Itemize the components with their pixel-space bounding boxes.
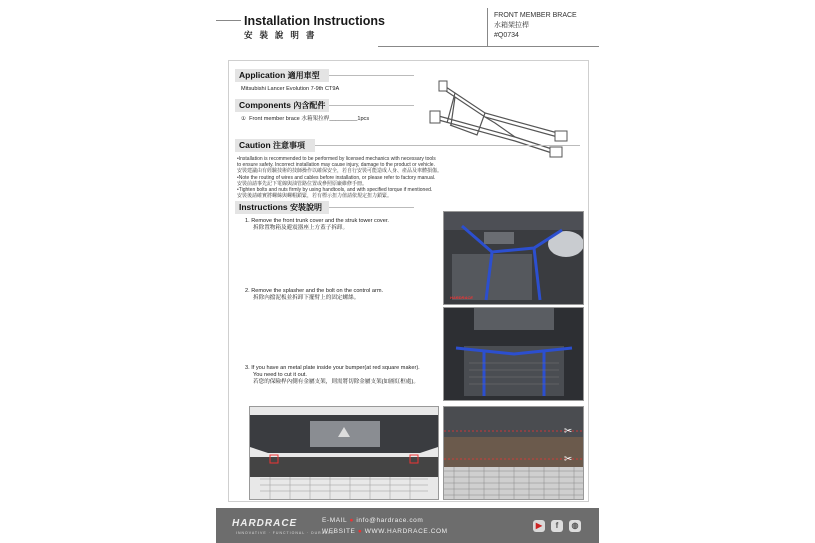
facebook-icon[interactable]: f bbox=[551, 520, 563, 532]
youtube-icon[interactable]: ▶ bbox=[533, 520, 545, 532]
svg-text:✂: ✂ bbox=[564, 454, 573, 465]
step-2-text-zh: 拆除內擋泥板並拆卸下擺臂上的固定螺絲。 bbox=[253, 295, 360, 301]
page-title: Installation Instructions bbox=[244, 14, 385, 28]
component-item: ① Front member brace 水箱架拉桿_________1pcs bbox=[241, 116, 370, 122]
caution-heading: Caution 注意事項 bbox=[235, 139, 315, 152]
product-info bbox=[494, 11, 577, 41]
step-1-text: 1. Remove the front trunk cover and the struk tower cover. bbox=[245, 218, 389, 224]
section-rule bbox=[329, 105, 414, 106]
header-divider bbox=[487, 8, 488, 46]
components-heading: Components 內含配件 bbox=[235, 99, 329, 112]
wechat-icon[interactable]: ◍ bbox=[569, 520, 581, 532]
brace-diagram bbox=[425, 75, 575, 160]
content-frame bbox=[228, 60, 589, 502]
step-1-text-zh: 拆除置物箱及避震器座上方蓋子拆卸。 bbox=[253, 225, 349, 231]
step-3-text: 3. If you have an metal plate inside your bumper(at red square maker). bbox=[245, 365, 420, 371]
caution-line: to ensure safety. Incorrect installation may cause injury, damage to the product or vehicle. bbox=[237, 162, 435, 169]
vehicle-text: Mitsubishi Lancer Evolution 7-9th CT9A bbox=[241, 86, 340, 92]
caution-line: •Tighten bolts and nuts firmly by using handtools, and with specified torque if mentioned. bbox=[237, 187, 433, 194]
application-heading: Application 適用車型 bbox=[235, 69, 329, 82]
footer bbox=[216, 508, 599, 543]
photo-step-2 bbox=[443, 307, 584, 401]
caution-line: 安裝後請確實將螺絲與螺帽鎖緊，若有標示扭力值請依規定扭力鎖緊。 bbox=[237, 193, 393, 200]
website-line: WEBSITE ● WWW.HARDRACE.COM bbox=[322, 528, 448, 535]
brand-tagline: INNOVATIVE · FUNCTIONAL · DURABLE bbox=[236, 531, 335, 535]
step-3 bbox=[245, 365, 420, 386]
part-number: #Q0734 bbox=[494, 32, 519, 39]
instructions-heading: Instructions 安裝說明 bbox=[235, 201, 329, 214]
website-link[interactable]: WWW.HARDRACE.COM bbox=[364, 528, 448, 535]
step-2-text: 2. Remove the splasher and the bolt on the control arm. bbox=[245, 288, 384, 294]
product-name-zh: 水箱架拉桿 bbox=[494, 22, 529, 29]
email-line: E-MAIL ● info@hardrace.com bbox=[322, 517, 424, 524]
section-rule bbox=[315, 145, 580, 146]
caution-line: •Installation is recommended to be performed by licensed mechanics with necessary tools bbox=[237, 156, 436, 162]
instruction-page bbox=[216, 0, 599, 543]
caution-line: 安裝建議由有經驗技術的技師操作以確保安全，若自行安裝可能造成人身、產品及車體損傷。 bbox=[237, 168, 443, 175]
section-rule bbox=[329, 75, 414, 76]
caution-line: 安裝前請事先記下電線與油管路位置或參照原廠維修手冊。 bbox=[237, 180, 368, 187]
header-rule-left bbox=[216, 20, 241, 21]
photo-step-3-plate bbox=[443, 406, 584, 500]
step-2 bbox=[245, 288, 383, 302]
step-3-text-zh: 若您的保險桿內側有金屬支架，則需將切除金屬支架(如圖紅框處)。 bbox=[253, 379, 419, 385]
svg-text:✂: ✂ bbox=[564, 426, 573, 437]
step-3-text-2: You need to cut it out. bbox=[253, 372, 307, 378]
step-1 bbox=[245, 218, 389, 232]
product-name: FRONT MEMBER BRACE bbox=[494, 12, 577, 19]
photo-step-3-bumper bbox=[249, 406, 439, 500]
caution-list bbox=[237, 156, 585, 199]
email-link[interactable]: info@hardrace.com bbox=[356, 517, 424, 524]
caution-line: •Note the routing of wires and cables before installation, or please refer to factory manual. bbox=[237, 174, 436, 181]
brand-logo: HARDRACE bbox=[232, 518, 298, 529]
page-subtitle: 安 裝 說 明 書 bbox=[244, 31, 317, 41]
photo-step-1 bbox=[443, 211, 584, 305]
header-rule-right bbox=[378, 46, 599, 47]
photo-watermark: HARDRACE bbox=[450, 295, 473, 300]
section-rule bbox=[329, 207, 414, 208]
